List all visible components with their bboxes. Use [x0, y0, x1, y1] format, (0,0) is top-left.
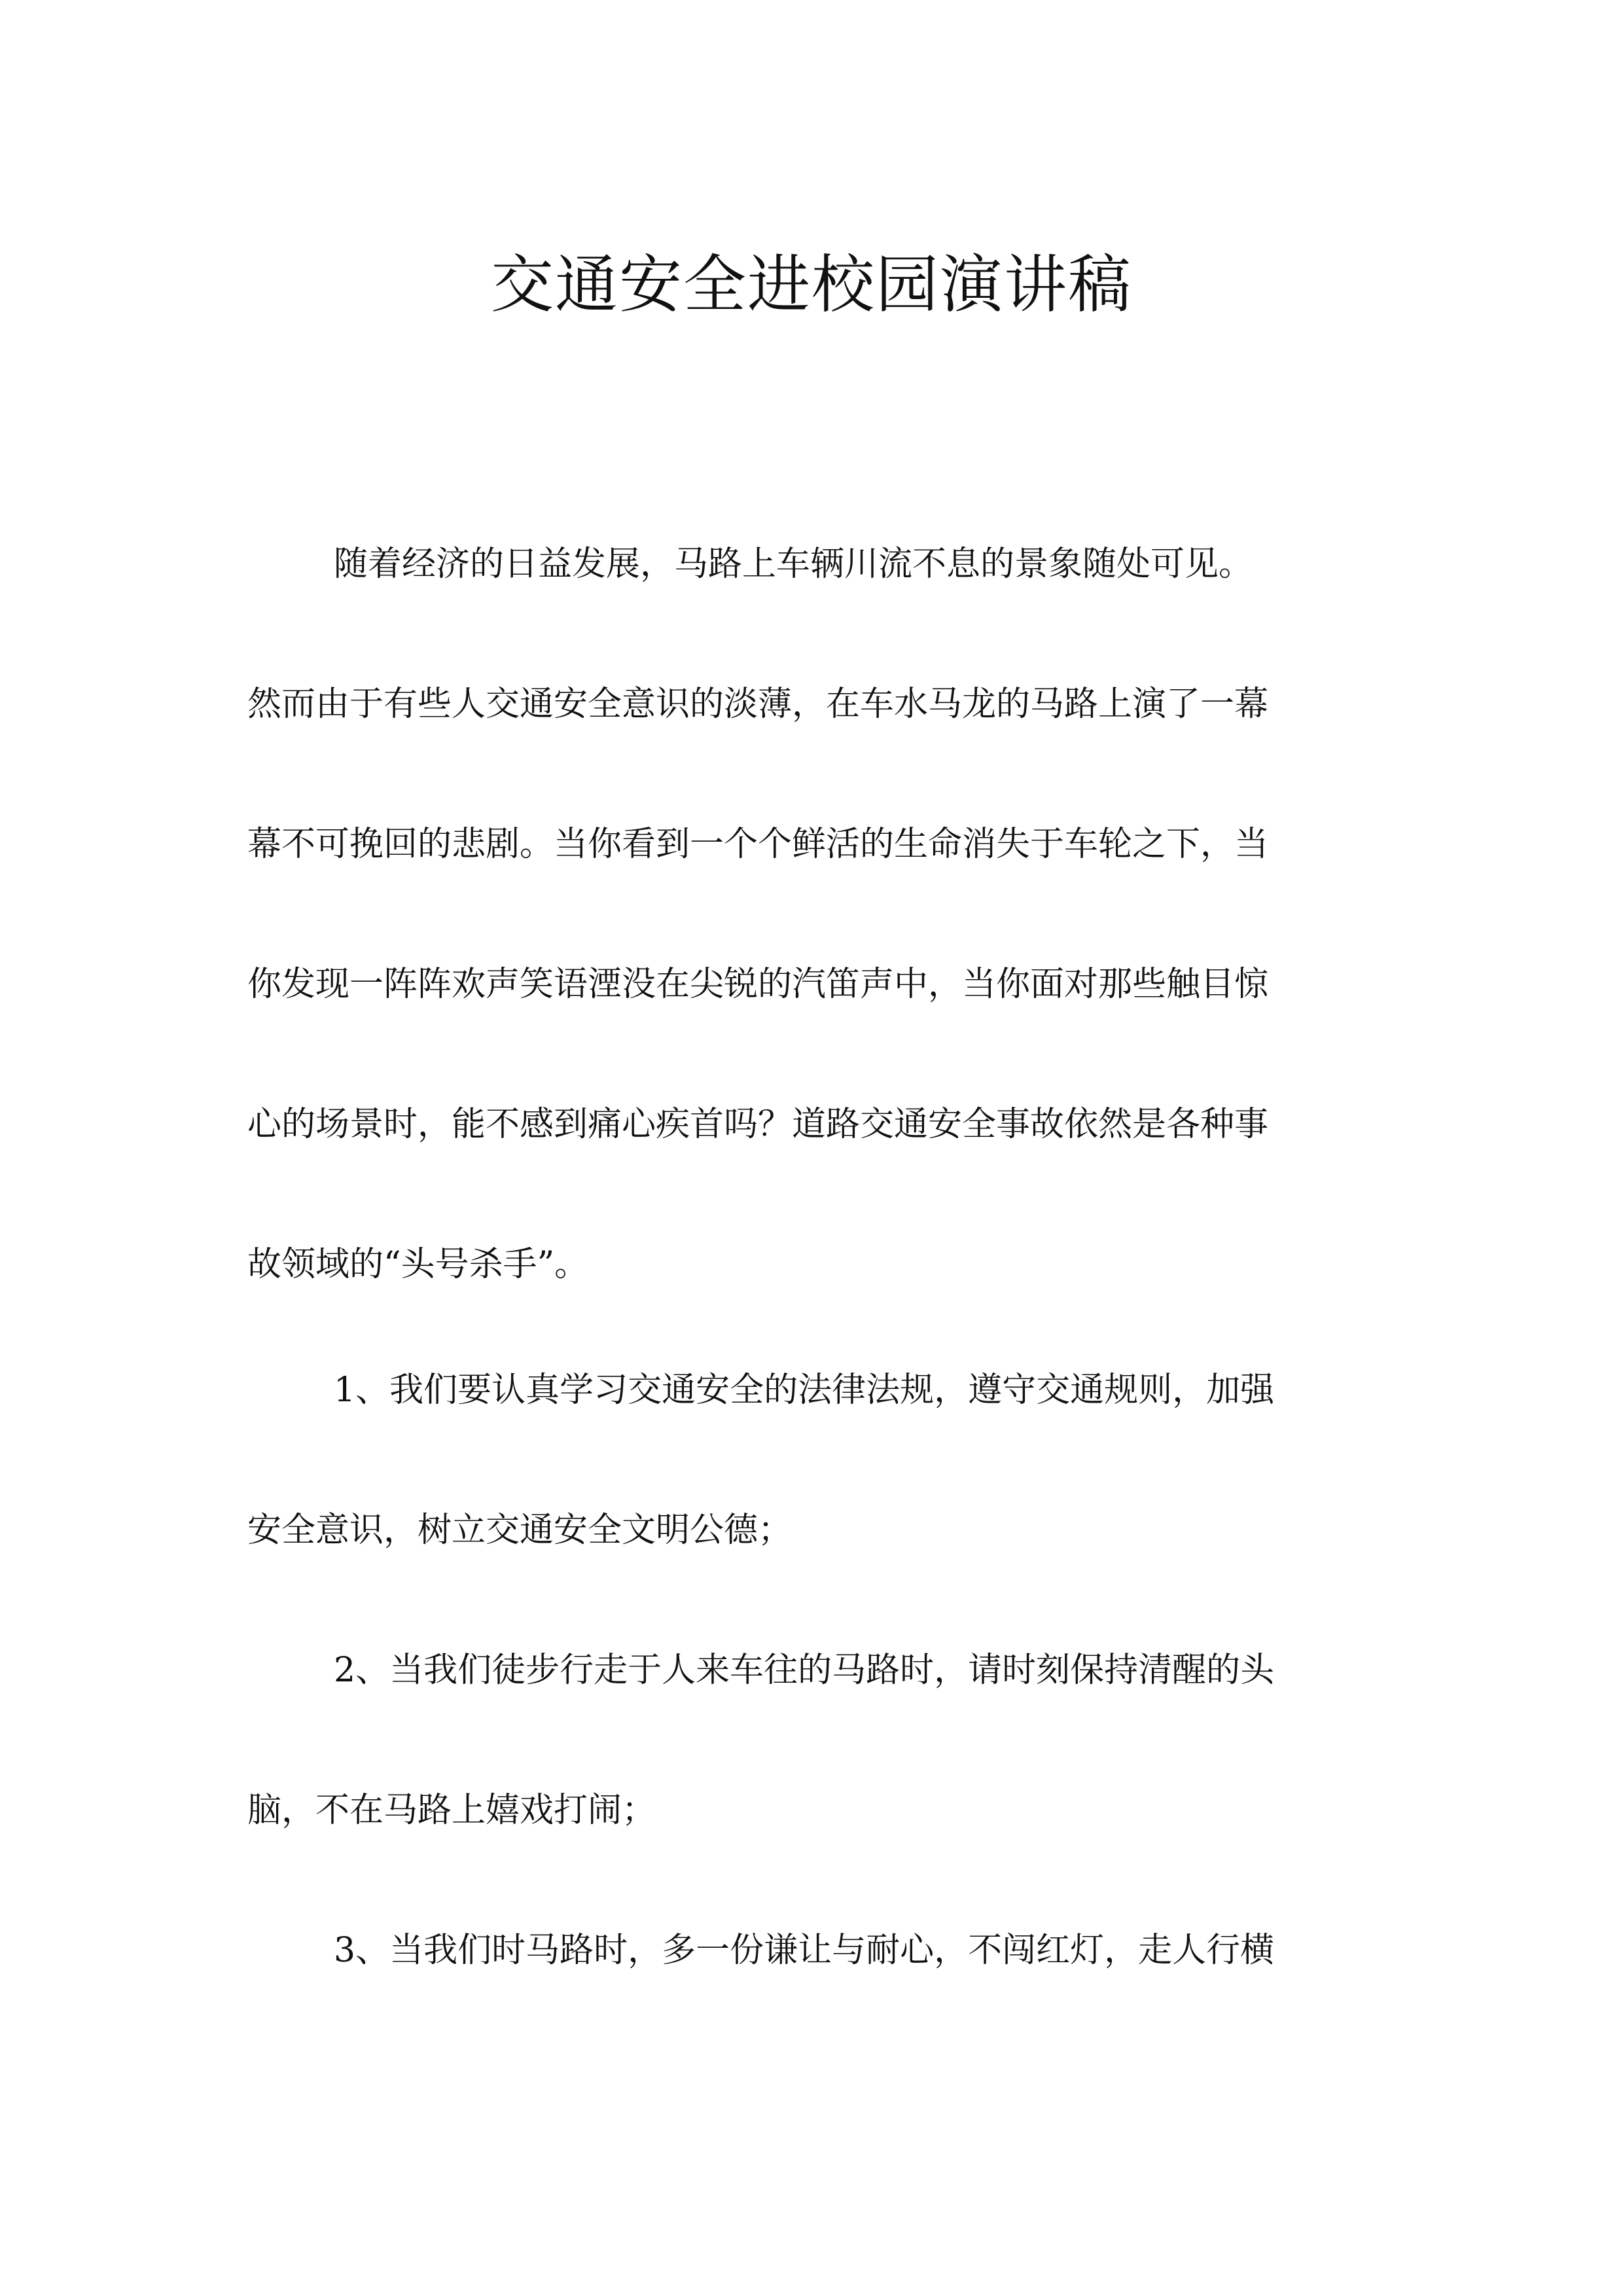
intro-line-2: 然而由于有些人交通安全意识的淡薄，在车水马龙的马路上演了一幕 — [247, 685, 1269, 724]
intro-line-1: 随着经济的日益发展，马路上车辆川流不息的景象随处可见。 — [334, 545, 1253, 584]
intro-line-6: 故领域的“头号杀手”。 — [247, 1245, 589, 1284]
point-3-line-1: 3、当我们时马路时，多一份谦让与耐心，不闯红灯，走人行横 — [334, 1931, 1275, 1970]
intro-line-5: 心的场景时，能不感到痛心疾首吗？道路交通安全事故依然是各种事 — [247, 1105, 1269, 1144]
document-title: 交通安全进校园演讲稿 — [491, 248, 1132, 321]
point-1-line-1: 1、我们要认真学习交通安全的法律法规，遵守交通规则，加强 — [334, 1371, 1275, 1410]
intro-line-4: 你发现一阵阵欢声笑语湮没在尖锐的汽笛声中，当你面对那些触目惊 — [247, 965, 1269, 1004]
intro-line-3: 幕不可挽回的悲剧。当你看到一个个鲜活的生命消失于车轮之下，当 — [247, 825, 1269, 864]
point-2-line-2: 脑，不在马路上嬉戏打闹； — [247, 1791, 656, 1830]
point-2-line-1: 2、当我们徒步行走于人来车往的马路时，请时刻保持清醒的头 — [334, 1651, 1275, 1690]
point-1-line-2: 安全意识，树立交通安全文明公德； — [247, 1511, 793, 1550]
